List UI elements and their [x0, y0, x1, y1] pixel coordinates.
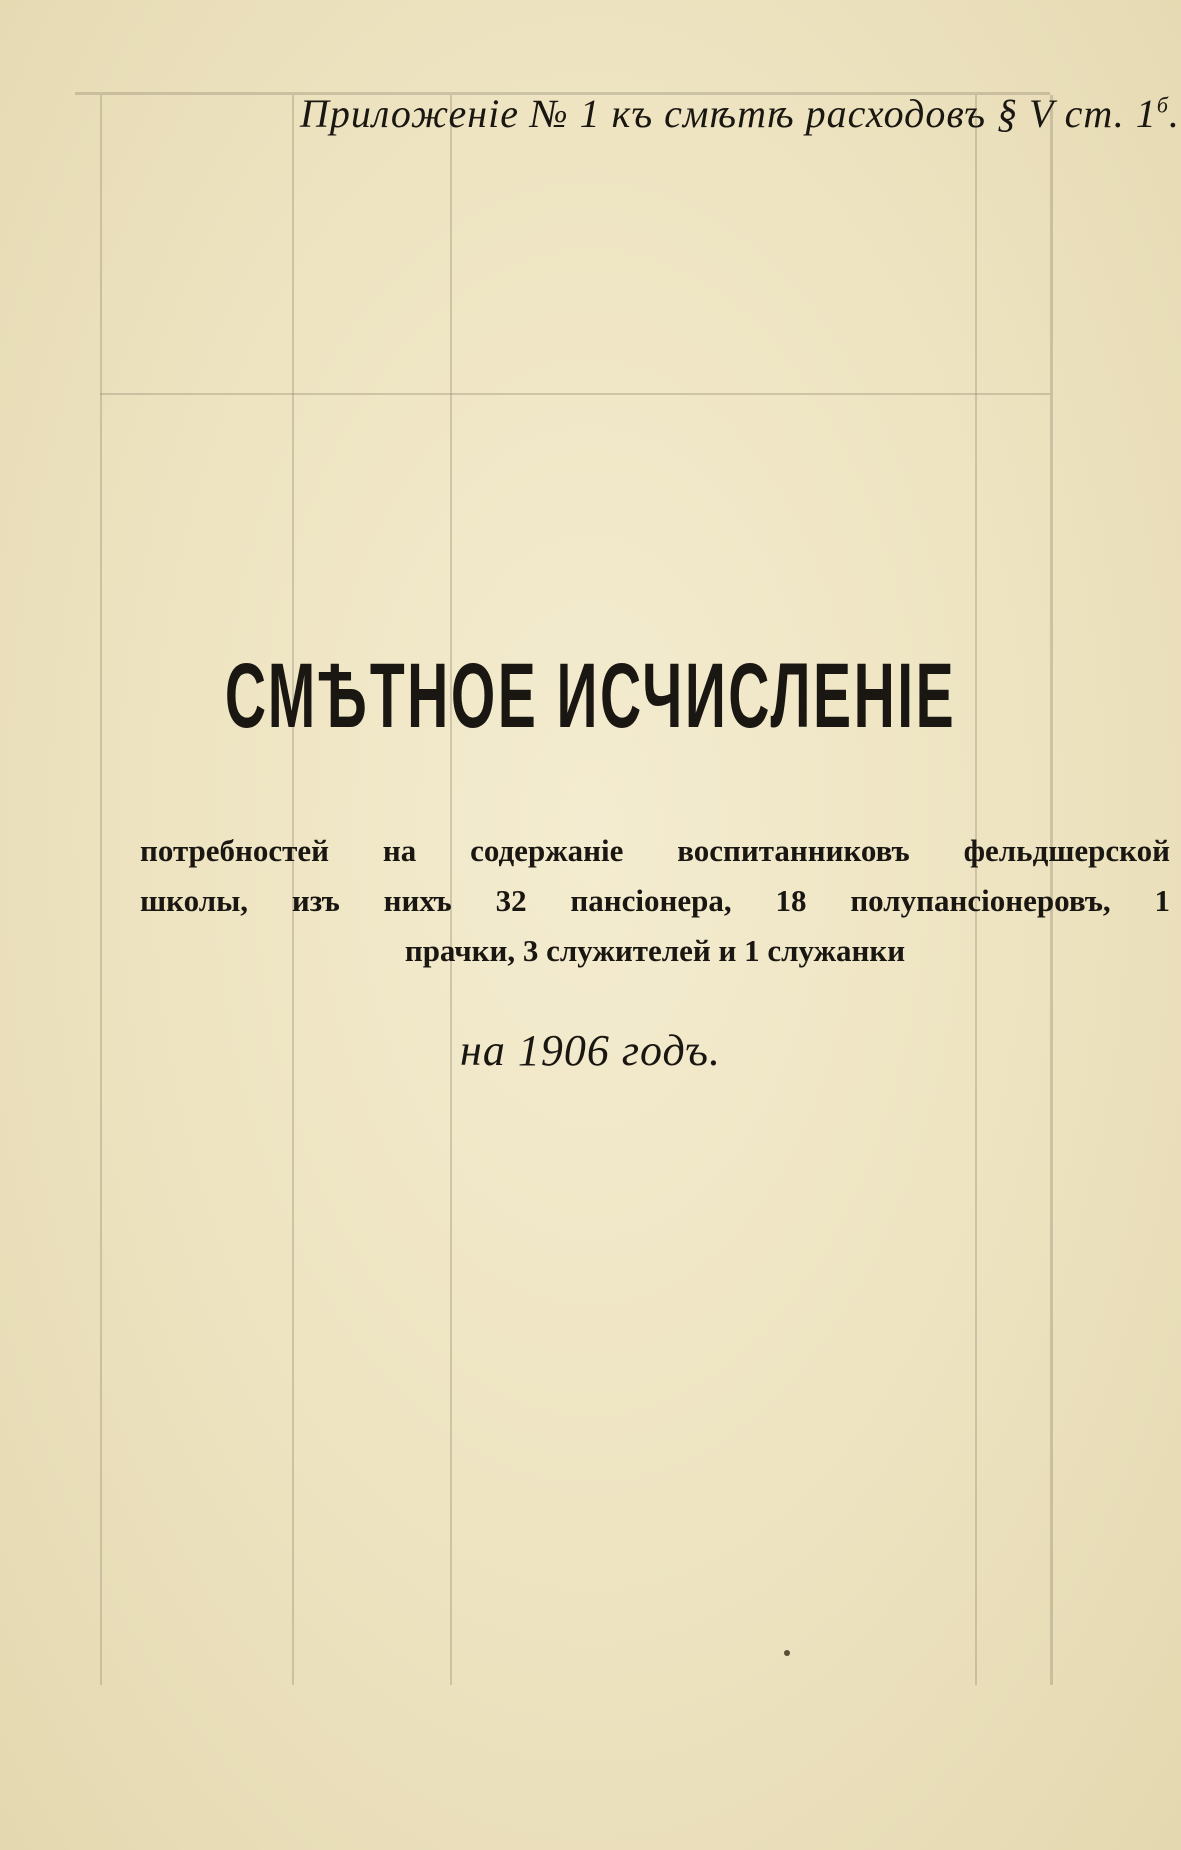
appendix-superscript: б — [1156, 92, 1169, 118]
document-subtitle — [140, 826, 1170, 976]
subtitle-line-3: прачки, 3 служителей и 1 служанки — [404, 933, 906, 968]
appendix-end: . — [1168, 91, 1180, 136]
document-title: СМѢТНОЕ ИСЧИСЛЕНIЕ — [224, 645, 957, 747]
subtitle-line-2: школы, изъ нихъ 32 пансiонера, 18 полупансiонеровъ, 1 — [140, 883, 1170, 918]
subtitle-line-1: потребностей на содержанiе воспитанниковъ фельдшерской — [140, 833, 1170, 868]
ghost-bleed-heading — [530, 225, 539, 263]
appendix-text: Приложенiе № 1 къ смѣтѣ расходовъ § V ст. 1 — [300, 91, 1157, 136]
ghost-rule-header — [100, 393, 1050, 395]
ink-speck — [784, 1650, 790, 1656]
ghost-rule-col1 — [100, 95, 102, 1685]
document-year: на 1906 годъ. — [460, 1026, 721, 1075]
appendix-header — [300, 90, 1180, 137]
